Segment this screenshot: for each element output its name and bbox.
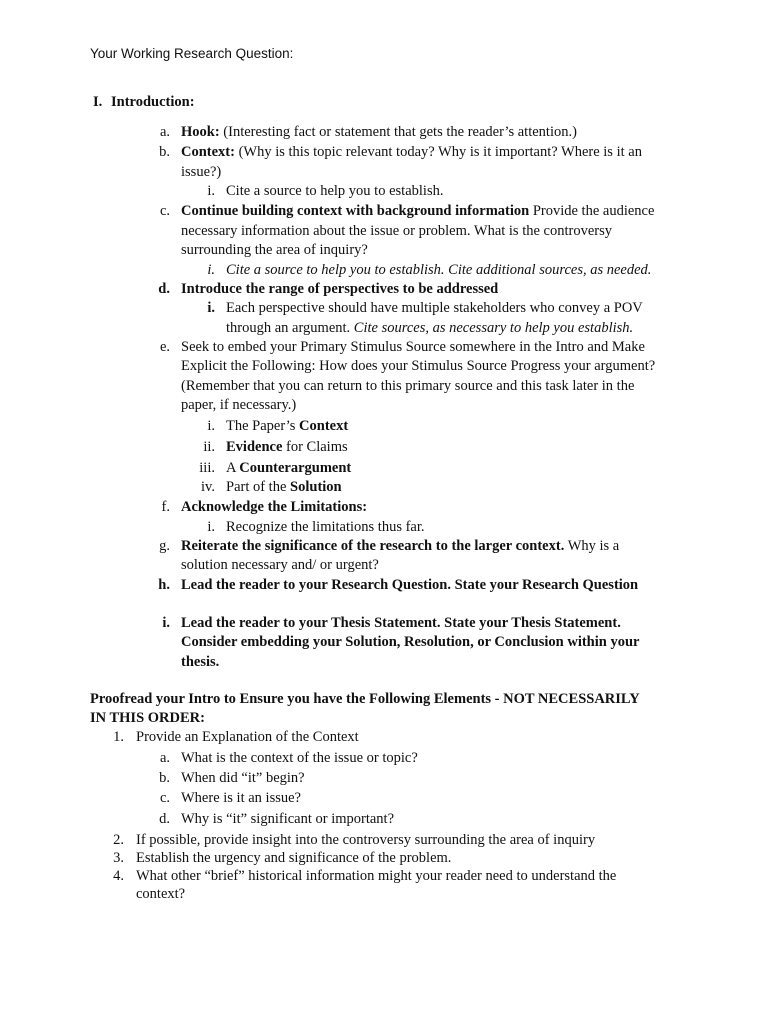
item-e-sub-text: Part of the Solution xyxy=(226,479,342,495)
item-h-text: Lead the reader to your Research Question. State your Research Question xyxy=(181,577,639,593)
item-e-sub-text: Evidence for Claims xyxy=(226,439,348,455)
item-a-marker: a. xyxy=(159,124,170,140)
proofread-sub-text: When did “it” begin? xyxy=(181,770,305,786)
item-d-marker: d. xyxy=(158,281,170,297)
proofread-item-text: Provide an Explanation of the Context xyxy=(136,729,359,745)
item-e-text-cont: paper, if necessary.) xyxy=(181,397,297,413)
item-b-sub-text: Cite a source to help you to establish. xyxy=(226,183,444,199)
item-d-sub-marker: i. xyxy=(207,300,215,316)
item-d-text: Introduce the range of perspectives to be addressed xyxy=(181,281,499,297)
proofread-heading: Proofread your Intro to Ensure you have the Following Elements - NOT NECESSARILY xyxy=(90,691,640,707)
section-title: Introduction: xyxy=(111,94,195,110)
proofread-item-text: Establish the urgency and significance of the problem. xyxy=(136,850,452,866)
item-i-text-cont: Consider embedding your Solution, Resolution, or Conclusion within your xyxy=(181,634,640,650)
proofread-sub-marker: a. xyxy=(159,750,170,766)
proofread-item-text: If possible, provide insight into the controversy surrounding the area of inquiry xyxy=(136,832,596,848)
item-e-sub-text: The Paper’s Context xyxy=(226,418,349,434)
item-i-text-cont: thesis. xyxy=(181,654,220,670)
proofread-sub-marker: b. xyxy=(159,770,170,786)
item-f-sub-text: Recognize the limitations thus far. xyxy=(226,519,425,535)
item-b-marker: b. xyxy=(159,144,170,160)
proofread-sub-text: Why is “it” significant or important? xyxy=(181,811,395,827)
proofread-item-marker: 3. xyxy=(113,850,124,866)
item-i-text: Lead the reader to your Thesis Statement. State your Thesis Statement. xyxy=(181,615,621,631)
item-d-sub-text: Each perspective should have multiple stakeholders who convey a POV xyxy=(226,300,643,316)
proofread-sub-text: What is the context of the issue or topic? xyxy=(181,750,418,766)
proofread-heading-cont: IN THIS ORDER: xyxy=(90,710,205,726)
proofread-item-text: What other “brief” historical information might your reader need to understand the xyxy=(136,868,617,884)
item-e-text-cont: (Remember that you can return to this primary source and this task later in the xyxy=(181,378,635,394)
item-e-sub-marker: iii. xyxy=(199,460,215,476)
proofread-item-marker: 2. xyxy=(113,832,124,848)
item-a-text: Hook: (Interesting fact or statement that gets the reader’s attention.) xyxy=(181,124,577,140)
item-g-text-cont: solution necessary and/ or urgent? xyxy=(181,557,379,573)
proofread-sub-marker: c. xyxy=(159,790,170,806)
item-e-text-cont: Explicit the Following: How does your Stimulus Source Progress your argument? xyxy=(181,358,656,374)
item-c-marker: c. xyxy=(159,203,170,219)
item-d-sub-text-cont: through an argument. Cite sources, as necessary to help you establish. xyxy=(226,320,634,336)
item-e-sub-text: A Counterargument xyxy=(226,460,352,476)
item-b-text-cont: issue?) xyxy=(181,164,222,180)
item-e-sub-marker: ii. xyxy=(203,439,215,455)
item-c-text: Continue building context with background information Provide the audience xyxy=(181,203,655,219)
item-e-sub-marker: i. xyxy=(207,418,215,434)
item-f-text: Acknowledge the Limitations: xyxy=(181,499,368,515)
working-question-label: Your Working Research Question: xyxy=(90,46,294,61)
item-h-marker: h. xyxy=(158,577,170,593)
item-b-text: Context: (Why is this topic relevant today? Why is it important? Where is it an xyxy=(181,144,642,160)
item-f-marker: f. xyxy=(161,499,170,515)
item-e-marker: e. xyxy=(159,339,170,355)
proofread-sub-text: Where is it an issue? xyxy=(181,790,301,806)
section-marker: I. xyxy=(93,94,103,110)
item-b-sub-marker: i. xyxy=(207,183,215,199)
proofread-item-marker: 4. xyxy=(113,868,124,884)
proofread-item-marker: 1. xyxy=(113,729,124,745)
item-g-marker: g. xyxy=(159,538,170,554)
proofread-sub-marker: d. xyxy=(159,811,170,827)
item-f-sub-marker: i. xyxy=(207,519,215,535)
item-c-text-cont: surrounding the area of inquiry? xyxy=(181,242,368,258)
item-c-sub-text: Cite a source to help you to establish. Cite additional sources, as needed. xyxy=(226,262,652,278)
item-c-text-cont: necessary information about the issue or problem. What is the controversy xyxy=(181,223,612,239)
item-g-text: Reiterate the significance of the research to the larger context. Why is a xyxy=(181,538,620,554)
item-e-text: Seek to embed your Primary Stimulus Source somewhere in the Intro and Make xyxy=(181,339,645,355)
item-i-marker: i. xyxy=(162,615,170,631)
item-c-sub-marker: i. xyxy=(207,262,215,278)
proofread-item-text-cont: context? xyxy=(136,886,186,902)
item-e-sub-marker: iv. xyxy=(201,479,215,495)
